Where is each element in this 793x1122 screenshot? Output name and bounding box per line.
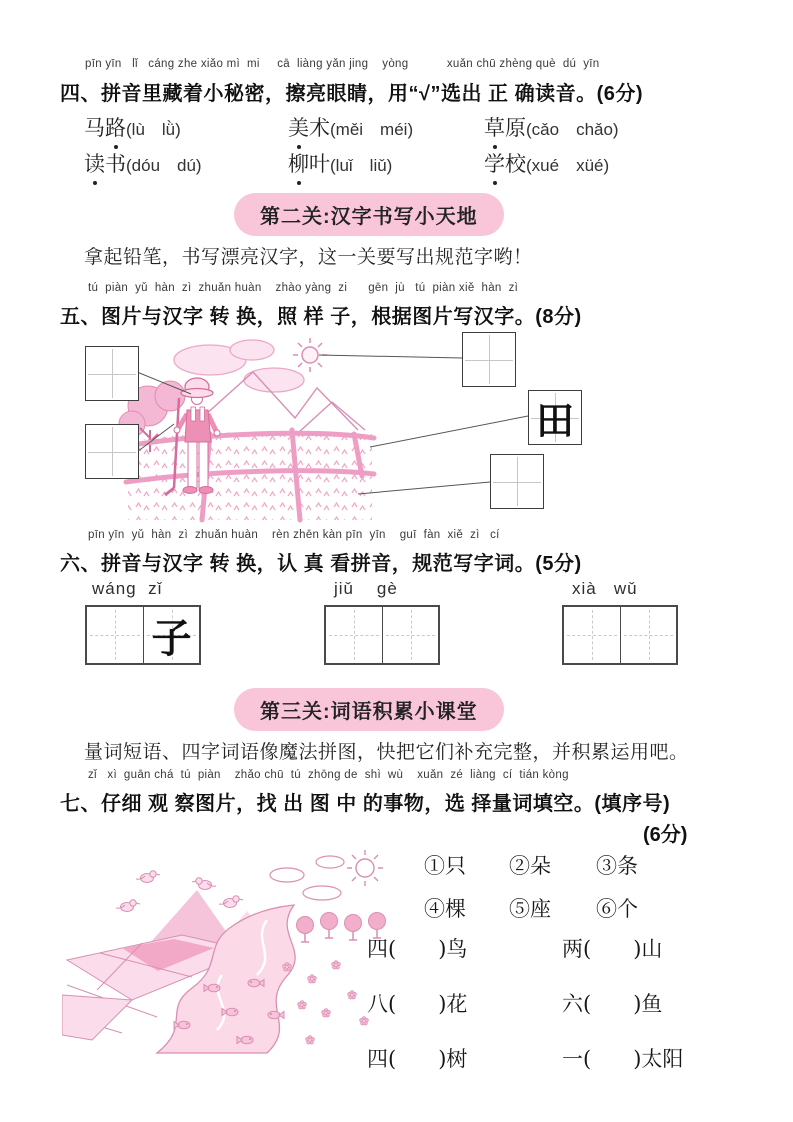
pinyin-label: xià wǔ	[572, 579, 638, 598]
pinyin-label: jiǔ gè	[334, 579, 398, 598]
section-banner-3: 第三关:词语积累小课堂	[234, 688, 504, 731]
grid-cell	[382, 607, 438, 663]
section5-illustration	[60, 330, 740, 528]
measure-word-option: ⑥个	[596, 897, 638, 921]
word-char: 马	[84, 116, 105, 140]
grid-cell	[620, 607, 676, 663]
grid-cell	[87, 607, 143, 663]
writing-grid-xiawu	[562, 605, 678, 665]
word-char: 读	[84, 148, 105, 178]
writing-grid-jiuge	[324, 605, 440, 665]
word-item	[288, 148, 392, 178]
measure-word-option: ①只	[424, 854, 466, 878]
word-char: 学	[484, 148, 505, 178]
farm-scene	[60, 330, 740, 528]
section4-heading: 四、拼音里藏着小秘密，擦亮眼睛，用“√”选出 正 确读音。(6分)	[60, 83, 644, 105]
sun-icon	[347, 850, 383, 886]
fill-blank: 一( )太阳	[562, 1047, 684, 1071]
word-item	[288, 112, 413, 142]
pinyin-options: (lù lǜ)	[126, 120, 181, 139]
measure-word-option: ③条	[596, 854, 638, 878]
writing-grid-wangzi	[85, 605, 201, 665]
word-item	[84, 112, 181, 142]
fill-blank: 四( )树	[367, 1047, 468, 1071]
fill-blank: 六( )鱼	[562, 992, 663, 1016]
measure-word-option: ④棵	[424, 897, 466, 921]
section5-pinyin: tú piàn yǔ hàn zì zhuǎn huàn zhào yàng zi gēn jù tú piàn xiě hàn zì	[88, 282, 519, 294]
word-char: 草	[484, 112, 505, 142]
word-char: 书	[105, 152, 126, 176]
section2-intro: 拿起铅笔，书写漂亮汉字，这一关要写出规范字哟！	[84, 246, 533, 268]
word-char: 叶	[309, 152, 330, 176]
writing-grid-field	[490, 454, 544, 509]
word-item	[484, 148, 609, 178]
landscape-scene	[62, 845, 397, 1063]
fill-blank: 八( )花	[367, 992, 468, 1016]
measure-word-option: ⑤座	[509, 897, 551, 921]
field-icon	[126, 429, 374, 520]
pinyin-label: wáng zǐ	[92, 579, 163, 598]
fill-blank: 两( )山	[562, 937, 663, 961]
section4-pinyin: pīn yīn lǐ cáng zhe xiǎo mì mi cā liàng yǎn jing yòng xuǎn chū zhèng què dú yīn	[85, 58, 600, 70]
section3-intro: 量词短语、四字词语像魔法拼图，快把它们补充完整，并积累运用吧。	[84, 741, 689, 763]
word-char: 柳	[288, 148, 309, 178]
pinyin-options: (xué xüé)	[526, 156, 610, 175]
fill-blank: 四( )鸟	[367, 937, 468, 961]
cloud-icon	[270, 856, 344, 900]
section7-heading: 七、仔细 观 察图片，找 出 图 中 的事物，选 择量词填空。(填序号)	[60, 793, 671, 815]
writing-grid-tree	[85, 424, 139, 479]
section-banner-2: 第二关:汉字书写小天地	[234, 193, 504, 236]
grid-cell: 子	[143, 607, 199, 663]
section6-pinyin: pīn yīn yǔ hàn zì zhuǎn huàn rèn zhēn kàn pīn yīn guī fàn xiě zì cí	[88, 529, 500, 541]
flower-icon	[283, 961, 369, 1045]
word-char: 校	[505, 152, 526, 176]
word-char: 美	[288, 112, 309, 142]
writing-grid-person	[85, 346, 139, 401]
section6-heading: 六、拼音与汉字 转 换，认 真 看拼音，规范写字词。(5分)	[60, 553, 582, 575]
word-item	[84, 148, 202, 178]
pinyin-options: (měi méi)	[330, 120, 414, 139]
writing-grid-sun	[462, 332, 516, 387]
grid-cell	[564, 607, 620, 663]
pinyin-options: (dóu dú)	[126, 156, 202, 175]
word-char: 原	[505, 116, 526, 140]
section7-illustration	[62, 845, 397, 1063]
pinyin-options: (luǐ liǔ)	[330, 156, 393, 175]
measure-word-option: ②朵	[509, 854, 551, 878]
example-char: 田	[535, 398, 574, 443]
writing-grid-example	[528, 390, 582, 445]
word-char: 路	[105, 112, 126, 142]
word-char: 术	[309, 116, 330, 140]
bird-icon	[116, 871, 243, 912]
pinyin-options: (cǎo chǎo)	[526, 120, 619, 139]
section7-pinyin: zǐ xì guān chá tú piàn zhǎo chū tú zhōng de shì wù xuǎn zé liàng cí tián kòng	[88, 769, 569, 781]
section5-heading: 五、图片与汉字 转 换，照 样 子，根据图片写汉字。(8分)	[60, 306, 582, 328]
word-item	[484, 112, 619, 142]
section7-score: (6分)	[643, 824, 688, 846]
grid-cell	[326, 607, 382, 663]
